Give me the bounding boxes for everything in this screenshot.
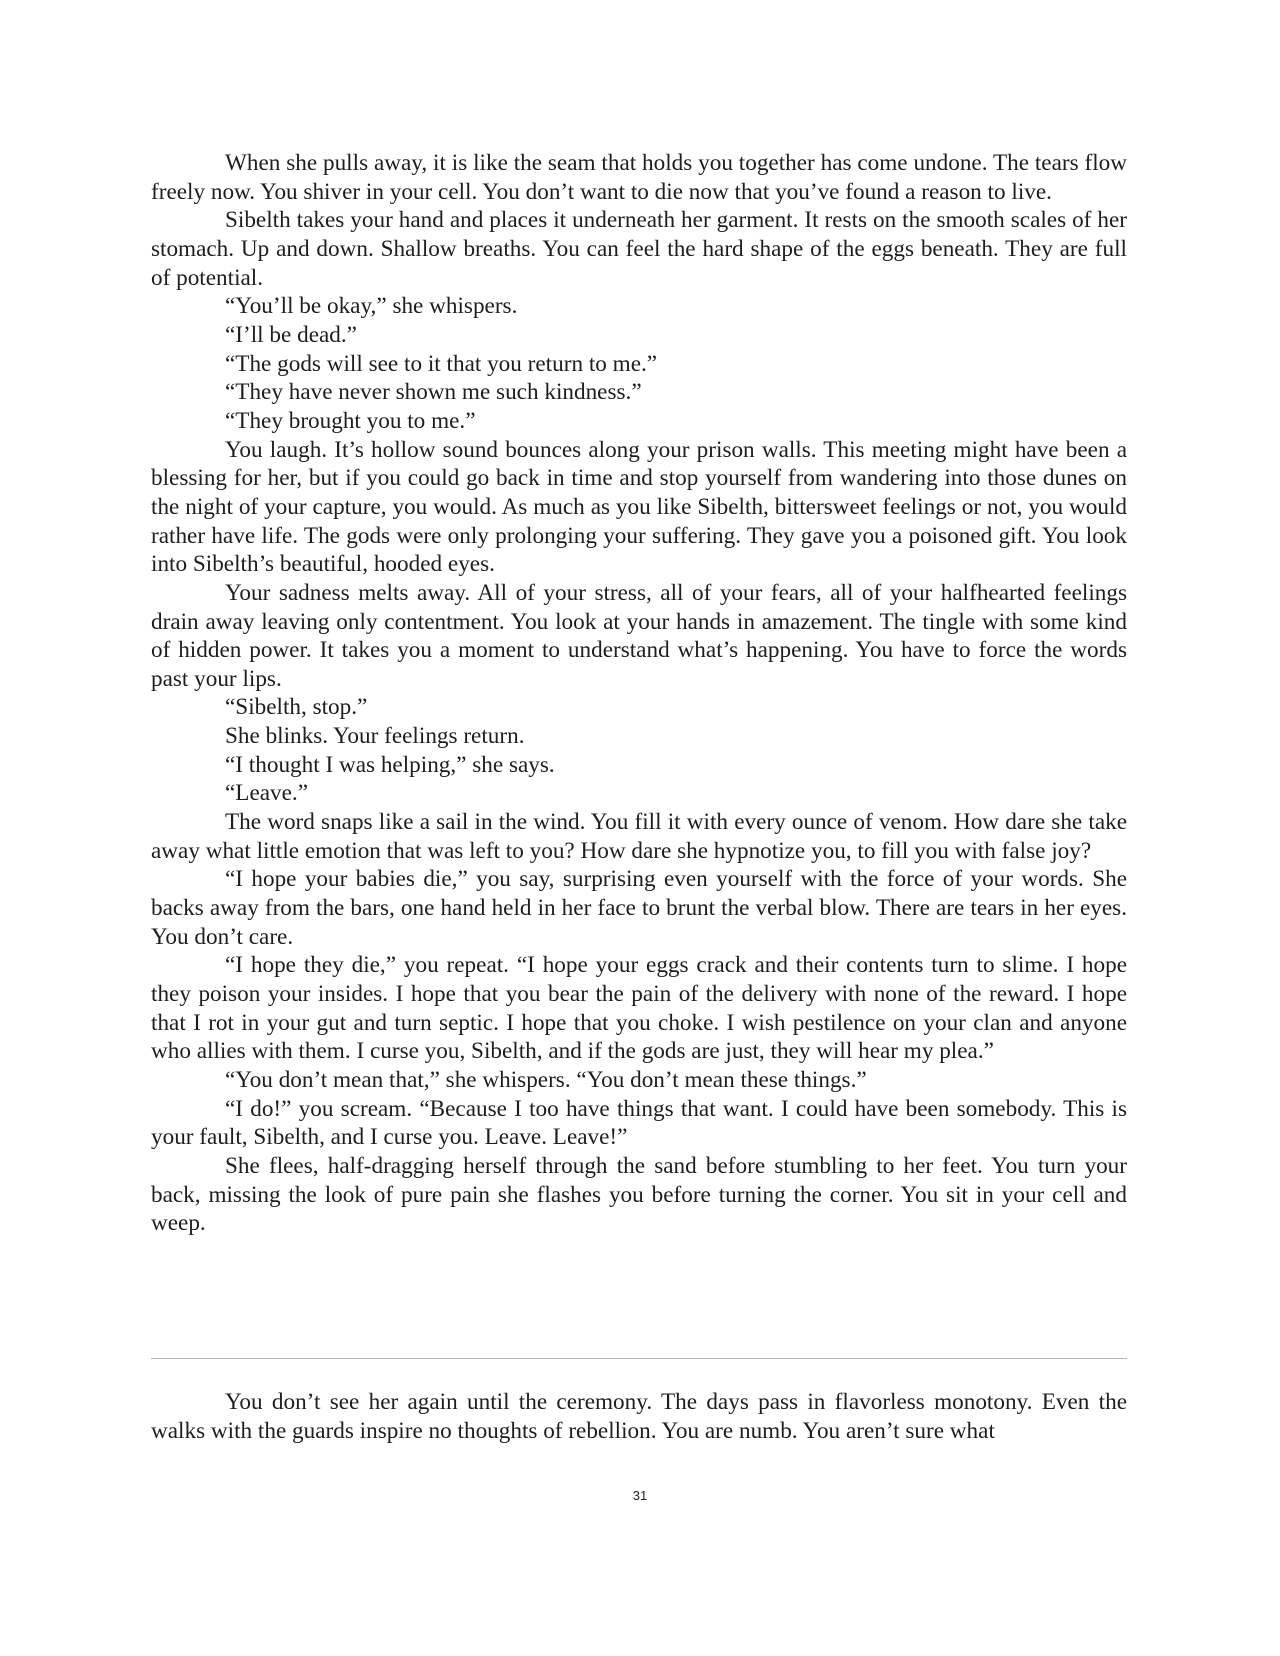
paragraph: When she pulls away, it is like the seam that holds you together has come undone. The tears flow freely now. You shiver in your cell. You don’t want to die now that you’ve found a reason to live.: [151, 150, 1127, 205]
dialogue-line: “I thought I was helping,” she says.: [225, 751, 555, 778]
page-number: 31: [632, 1488, 648, 1503]
paragraph: You laugh. It’s hollow sound bounces along your prison walls. This meeting might have been a blessing for her, but if you could go back in time and stop yourself from wandering into those dunes on the night of your capture, you would. As much as you like Sibelth, bittersweet feelings or not, you would rather have life. The gods were only prolonging your suffering. They gave you a poisoned gift. You look into Sibelth’s beautiful, hooded eyes.: [151, 436, 1127, 578]
paragraph: “I hope your babies die,” you say, surprising even yourself with the force of your words. She backs away from the bars, one hand held in her face to brunt the verbal blow. There are tears in her eyes. You don’t care.: [151, 866, 1127, 950]
dialogue-line: “Sibelth, stop.”: [225, 694, 368, 721]
paragraph: She flees, half-dragging herself through the sand before stumbling to her feet. You turn your back, missing the look of pure pain she flashes you before turning the corner. You sit in your cell and weep.: [151, 1152, 1127, 1237]
dialogue-line: “You’ll be okay,” she whispers.: [225, 293, 518, 320]
story-text: [151, 149, 1127, 1238]
dialogue-line: “They have never shown me such kindness.”: [225, 379, 642, 406]
dialogue-line: “I’ll be dead.”: [225, 321, 357, 348]
paragraph: Sibelth takes your hand and places it underneath her garment. It rests on the smooth scales of her stomach. Up and down. Shallow breaths. You can feel the hard shape of the eggs beneath. They are full of potential.: [151, 207, 1127, 291]
dialogue-line: “The gods will see to it that you return to me.”: [225, 350, 658, 377]
story-text-continued: [151, 1388, 1127, 1445]
dialogue-line: “Leave.”: [225, 780, 309, 807]
dialogue-line: “They brought you to me.”: [225, 407, 476, 434]
paragraph: “I hope they die,” you repeat. “I hope your eggs crack and their contents turn to slime. I hope they poison your insides. I hope that you bear the pain of the delivery with none of the reward. I hope that I rot in your gut and turn septic. I hope that you choke. I wish pestilence on your clan and anyone who allies with them. I curse you, Sibelth, and if the gods are just, they will hear my plea.”: [151, 952, 1127, 1065]
section-divider: [151, 1358, 1127, 1359]
dialogue-line: “You don’t mean that,” she whispers. “You don’t mean these things.”: [225, 1067, 867, 1093]
paragraph: Your sadness melts away. All of your stress, all of your fears, all of your halfhearted feelings drain away leaving only contentment. You look at your hands in amazement. The tingle with some kind of hidden power. It takes you a moment to understand what’s happening. You have to force the words past your lips.: [151, 579, 1127, 692]
paragraph: She blinks. Your feelings return.: [225, 723, 525, 750]
paragraph: The word snaps like a sail in the wind. You fill it with every ounce of venom. How dare she take away what little emotion that was left to you? How dare she hypnotize you, to fill you with false joy?: [151, 809, 1127, 864]
paragraph: You don’t see her again until the ceremony. The days pass in flavorless monotony. Even the walks with the guards inspire no thoughts of rebellion. You are numb. You aren’t sure what: [151, 1389, 1127, 1444]
paragraph: “I do!” you scream. “Because I too have things that want. I could have been somebody. This is your fault, Sibelth, and I curse you. Leave. Leave!”: [151, 1095, 1127, 1151]
